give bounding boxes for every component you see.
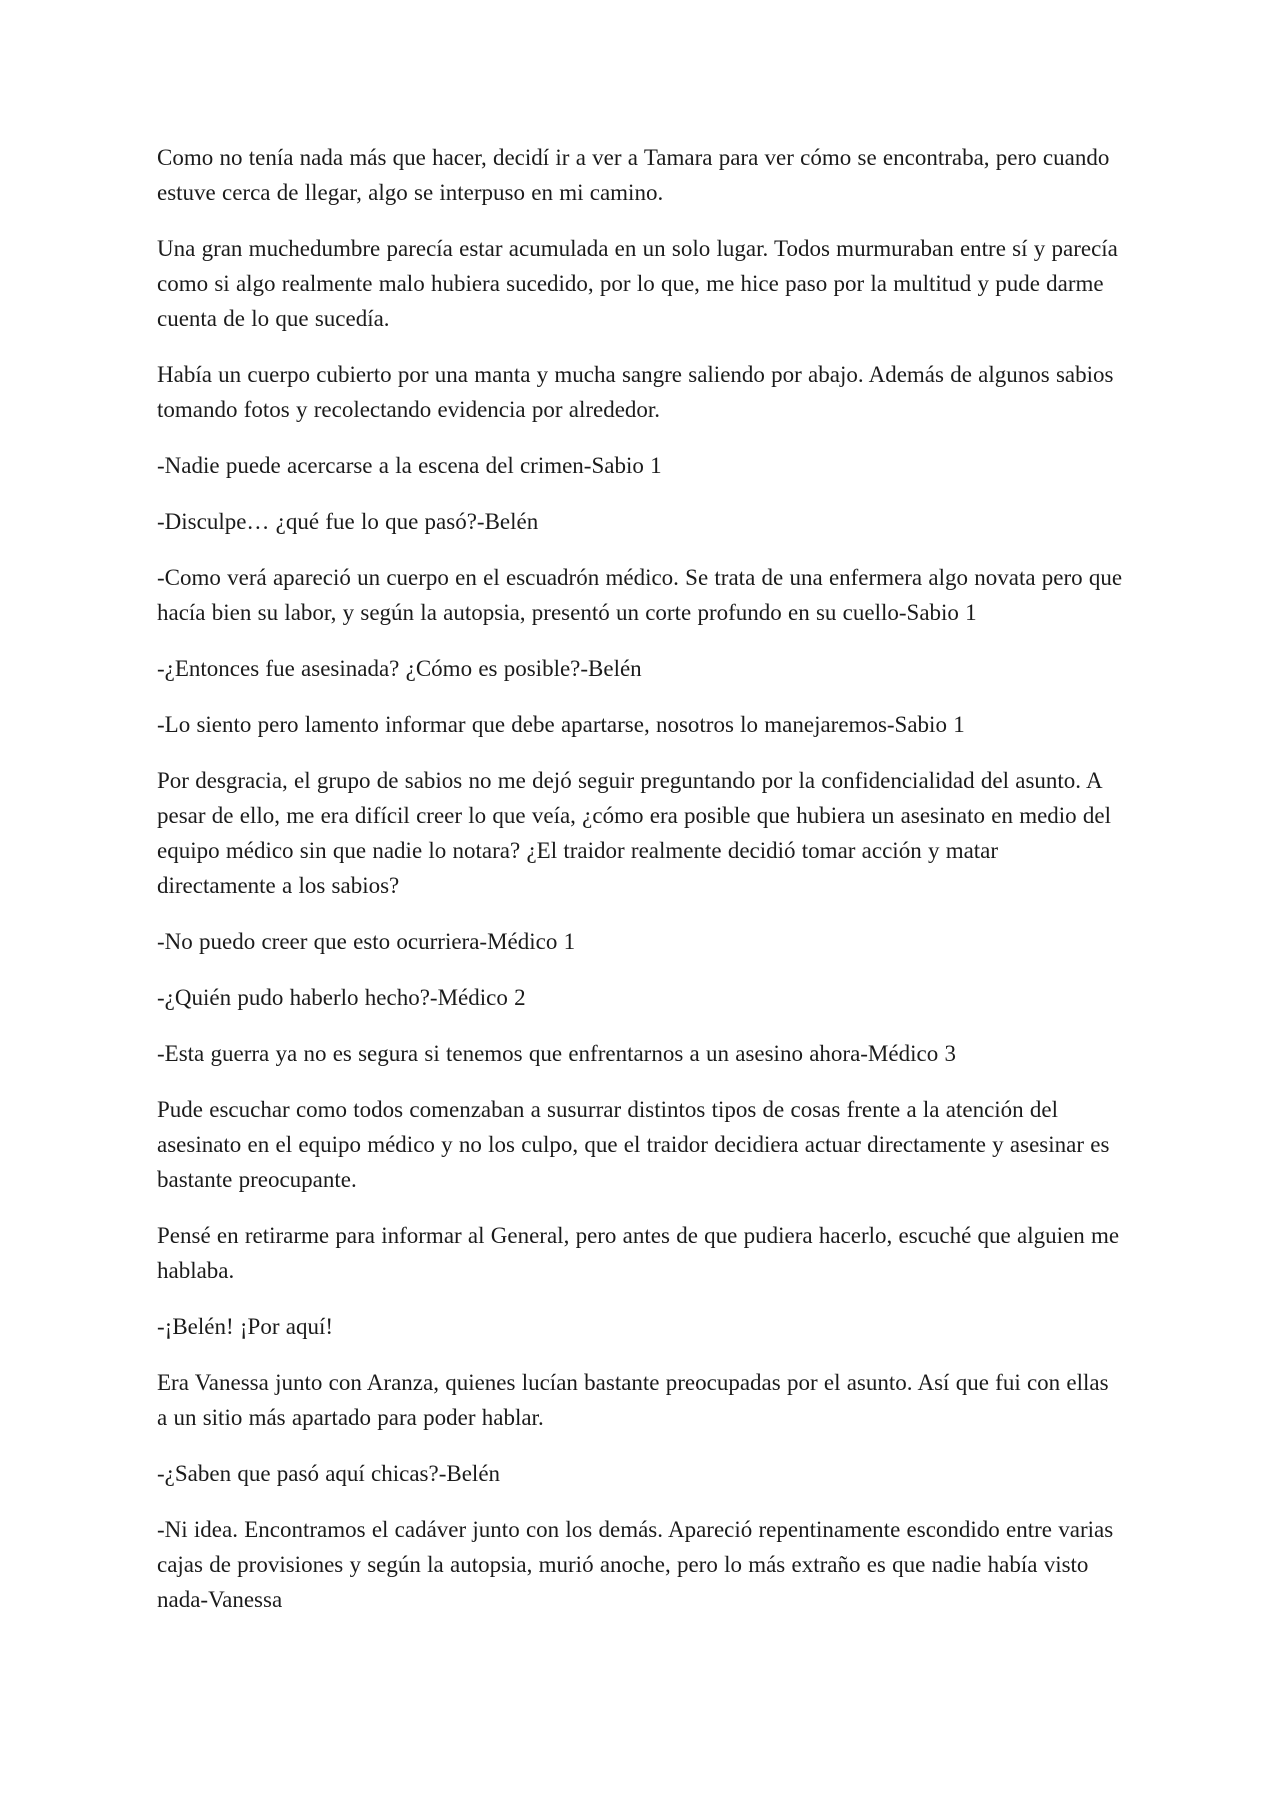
paragraph-narration-6: Pensé en retirarme para informar al General, pero antes de que pudiera hacerlo, escuché que alguien me hablaba. xyxy=(157,1223,1120,1283)
paragraph-dialog-sabio1-a: -Nadie puede acercarse a la escena del crimen-Sabio 1 xyxy=(157,453,662,478)
paragraph-dialog-belen-c: -¿Saben que pasó aquí chicas?-Belén xyxy=(157,1461,501,1486)
paragraph-dialog-vanessa-b: -Ni idea. Encontramos el cadáver junto con los demás. Apareció repentinamente escondido entre varias cajas de provisiones y según la autopsia, murió anoche, pero lo más extraño es que nadie había visto nada-Vanessa xyxy=(157,1517,1114,1612)
paragraph-narration-7: Era Vanessa junto con Aranza, quienes lucían bastante preocupadas por el asunto. Así que fui con ellas a un sitio más apartado para poder hablar. xyxy=(157,1370,1109,1430)
paragraph-narration-4: Por desgracia, el grupo de sabios no me dejó seguir preguntando por la confidencialidad del asunto. A pesar de ello, me era difícil creer lo que veía, ¿cómo era posible que hubiera un asesinato en medio del equipo médico sin que nadie lo notara? ¿El traidor realmente decidió tomar acción y matar directamente a los sabios? xyxy=(157,768,1112,898)
paragraph-dialog-belen-a: -Disculpe… ¿qué fue lo que pasó?-Belén xyxy=(157,509,539,534)
paragraph-dialog-medico3: -Esta guerra ya no es segura si tenemos que enfrentarnos a un asesino ahora-Médico 3 xyxy=(157,1041,956,1066)
paragraph-narration-2: Una gran muchedumbre parecía estar acumulada en un solo lugar. Todos murmuraban entre sí y parecía como si algo realmente malo hubiera sucedido, por lo que, me hice paso por la multitud y pude darme cuenta de lo que sucedía. xyxy=(157,236,1118,331)
paragraph-narration-1: Como no tenía nada más que hacer, decidí ir a ver a Tamara para ver cómo se encontraba, pero cuando estuve cerca de llegar, algo se interpuso en mi camino. xyxy=(157,145,1110,205)
paragraph-dialog-sabio1-b: -Como verá apareció un cuerpo en el escuadrón médico. Se trata de una enfermera algo novata pero que hacía bien su labor, y según la autopsia, presentó un corte profundo en su cuello-Sabio 1 xyxy=(157,565,1123,625)
paragraph-dialog-medico1: -No puedo creer que esto ocurriera-Médico 1 xyxy=(157,929,576,954)
paragraph-dialog-belen-b: -¿Entonces fue asesinada? ¿Cómo es posible?-Belén xyxy=(157,656,642,681)
paragraph-narration-5: Pude escuchar como todos comenzaban a susurrar distintos tipos de cosas frente a la atención del asesinato en el equipo médico y no los culpo, que el traidor decidiera actuar directamente y asesinar es bastante preocupante. xyxy=(157,1097,1110,1192)
paragraph-dialog-sabio1-c: -Lo siento pero lamento informar que debe apartarse, nosotros lo manejaremos-Sabio 1 xyxy=(157,712,965,737)
paragraph-narration-3: Había un cuerpo cubierto por una manta y mucha sangre saliendo por abajo. Además de algunos sabios tomando fotos y recolectando evidencia por alrededor. xyxy=(157,362,1114,422)
paragraph-dialog-medico2: -¿Quién pudo haberlo hecho?-Médico 2 xyxy=(157,985,526,1010)
paragraph-dialog-vanessa-a: -¡Belén! ¡Por aquí! xyxy=(157,1314,333,1339)
document-text-block xyxy=(157,140,1123,1617)
